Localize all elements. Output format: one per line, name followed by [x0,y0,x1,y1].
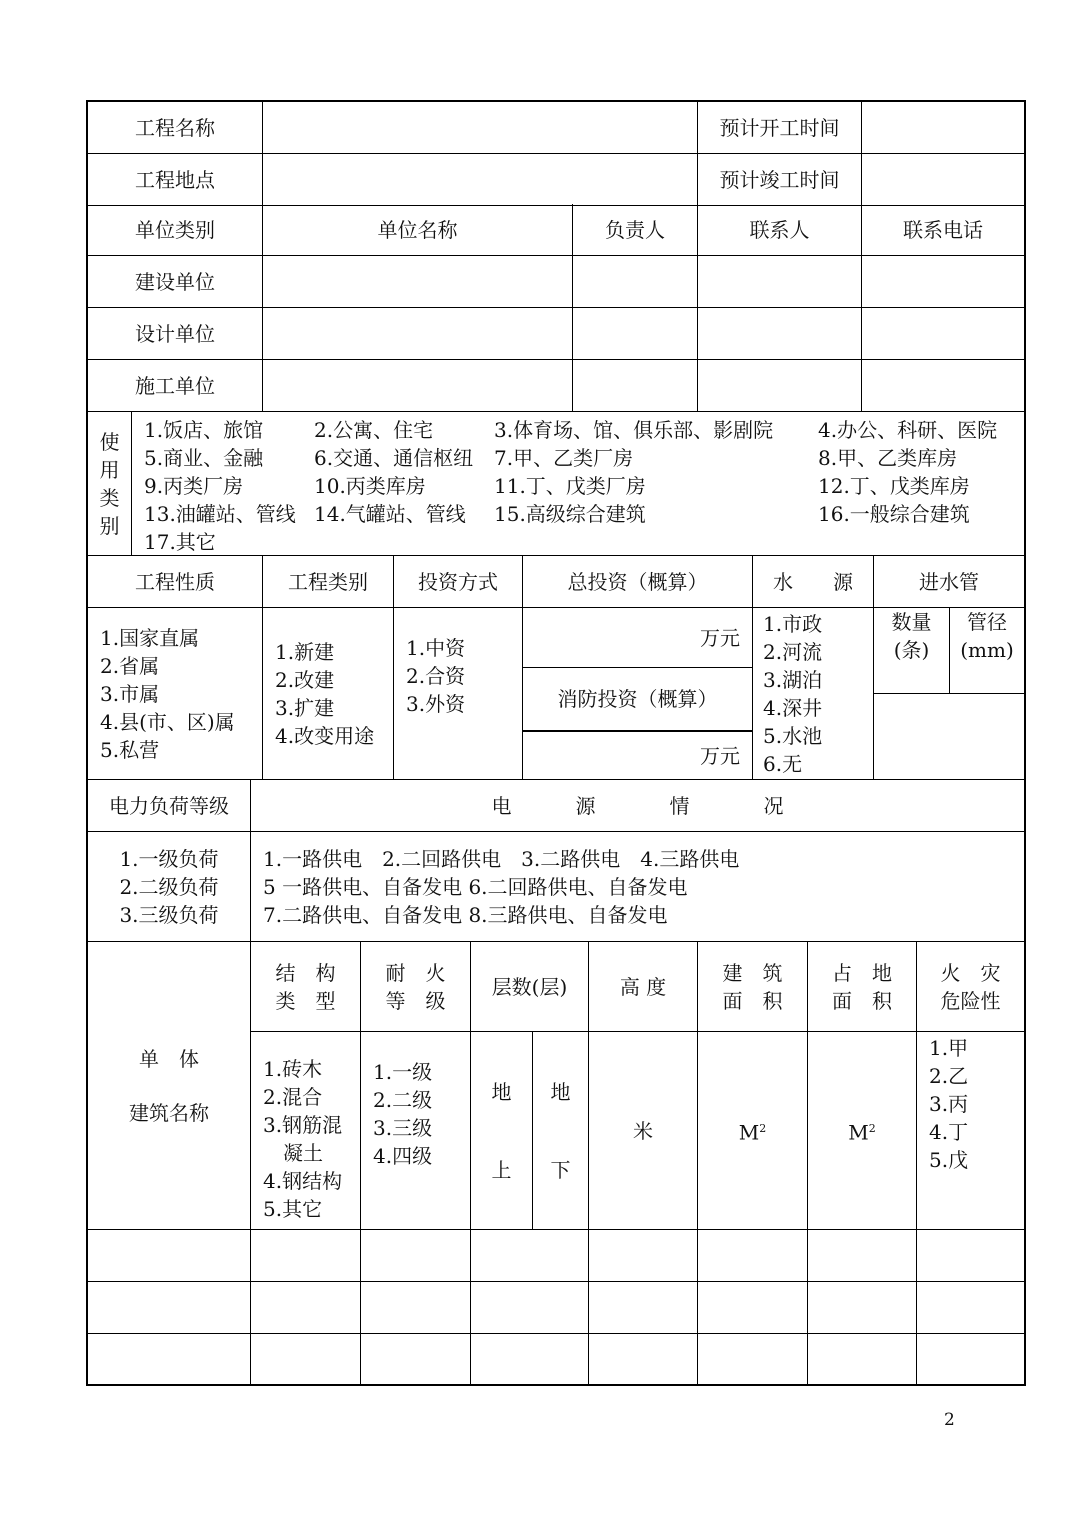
category-options: 1.新建 2.改建 3.扩建 4.改变用途 [263,608,394,780]
hazard-options: 1.甲 2.乙 3.丙 4.丁 5.戊 [917,1032,1024,1230]
pipe-count-header: 数量 (条) [874,608,950,694]
structure-options: 1.砖木 2.混合 3.钢筋混 凝土 4.钢结构 5.其它 [251,1032,361,1230]
use-option[interactable]: 13.油罐站、管线 [144,502,296,526]
cell[interactable] [862,360,1024,412]
unit-category-header: 单位类别 [88,204,263,256]
building-area-unit: $M^2$ [698,1032,808,1230]
registration-form [86,100,1026,1386]
use-option[interactable]: 10.丙类库房 [314,474,426,498]
cell[interactable] [698,308,862,360]
building-row-cell[interactable] [361,1282,471,1334]
cell[interactable] [573,360,698,412]
pipe-field[interactable] [874,694,1024,780]
building-row-cell[interactable] [589,1334,698,1386]
water-source-header: 水 源 [753,556,874,608]
building-row-cell[interactable] [698,1334,808,1386]
use-option[interactable]: 7.甲、乙类厂房 [494,446,634,470]
building-row-cell[interactable] [698,1282,808,1334]
fire-rating-options: 1.一级 2.二级 3.三级 4.四级 [361,1032,471,1230]
use-option[interactable]: 12.丁、戊类库房 [818,474,970,498]
use-option[interactable]: 8.甲、乙类库房 [818,446,958,470]
structure-header: 结 构 类 型 [251,942,361,1032]
building-row-cell[interactable] [589,1282,698,1334]
fire-invest-field[interactable]: 万元 [523,732,753,780]
building-row-cell[interactable] [471,1282,589,1334]
use-category-block [86,412,1026,556]
construction-unit-label: 建设单位 [88,256,263,308]
start-time-field[interactable] [862,102,1024,154]
use-option[interactable]: 3.体育场、馆、俱乐部、影剧院 [494,418,774,442]
building-row-cell[interactable] [917,1230,1024,1282]
cell[interactable] [263,308,573,360]
building-row-cell[interactable] [808,1230,917,1282]
load-level-header: 电力负荷等级 [88,780,251,832]
height-unit: 米 [589,1032,698,1230]
building-row-cell[interactable] [808,1334,917,1386]
building-row-cell[interactable] [251,1230,361,1282]
project-info-block [86,100,1026,204]
below-ground-label: 地 下 [533,1032,589,1230]
investment-block [86,556,1026,780]
project-site-label: 工程地点 [88,154,263,206]
fire-rating-header: 耐 火 等 级 [361,942,471,1032]
floors-header: 层数(层) [471,942,589,1032]
nature-header: 工程性质 [88,556,263,608]
design-unit-label: 设计单位 [88,308,263,360]
use-option[interactable]: 6.交通、通信枢纽 [314,446,474,470]
building-row-cell[interactable] [361,1334,471,1386]
inlet-pipe-header: 进水管 [874,556,1024,608]
person-in-charge-header: 负责人 [573,204,698,256]
category-header: 工程类别 [263,556,394,608]
builder-unit-label: 施工单位 [88,360,263,412]
cell[interactable] [698,256,862,308]
building-row-cell[interactable] [361,1230,471,1282]
building-area-header: 建 筑 面 积 [698,942,808,1032]
building-row-cell[interactable] [917,1334,1024,1386]
footprint-header: 占 地 面 积 [808,942,917,1032]
cell[interactable] [263,360,573,412]
finish-time-field[interactable] [862,154,1024,206]
invest-mode-options: 1.中资 2.合资 3.外资 [394,608,523,780]
above-ground-label: 地 上 [471,1032,533,1230]
building-row-cell[interactable] [471,1230,589,1282]
building-row-cell[interactable] [88,1230,251,1282]
building-block [86,942,1026,1386]
cell[interactable] [698,360,862,412]
cell[interactable] [862,256,1024,308]
project-site-field[interactable] [263,154,698,206]
building-row-cell[interactable] [808,1282,917,1334]
use-option[interactable]: 14.气罐站、管线 [314,502,466,526]
nature-options: 1.国家直属 2.省属 3.市属 4.县(市、区)属 5.私营 [88,608,263,780]
hazard-header: 火 灾 危险性 [917,942,1024,1032]
use-option[interactable]: 15.高级综合建筑 [494,502,646,526]
building-row-cell[interactable] [88,1334,251,1386]
finish-time-label: 预计竣工时间 [698,154,862,206]
load-level-options: 1.一级负荷 2.二级负荷 3.三级负荷 [88,832,251,942]
building-row-cell[interactable] [471,1334,589,1386]
use-option[interactable]: 16.一般综合建筑 [818,502,970,526]
water-source-options: 1.市政 2.河流 3.湖泊 4.深井 5.水池 6.无 [753,608,874,780]
cell[interactable] [862,308,1024,360]
cell[interactable] [263,256,573,308]
project-name-label: 工程名称 [88,102,263,154]
building-row-cell[interactable] [589,1230,698,1282]
power-supply-header: 电 源 情 况 [251,780,1024,832]
cell[interactable] [573,256,698,308]
fire-invest-label: 消防投资（概算） [523,668,753,732]
phone-header: 联系电话 [862,204,1024,256]
total-invest-field[interactable]: 万元 [523,608,753,668]
units-block [86,204,1026,412]
use-option[interactable]: 2.公寓、住宅 [314,418,434,442]
building-name-label: 单 体 建筑名称 [88,942,251,1230]
cell[interactable] [573,308,698,360]
unit-name-header: 单位名称 [263,204,573,256]
use-option[interactable]: 5.商业、金融 [144,446,264,470]
power-block [86,780,1026,942]
use-option[interactable]: 11.丁、戊类厂房 [494,474,646,498]
height-header: 高 度 [589,942,698,1032]
invest-mode-header: 投资方式 [394,556,523,608]
use-option[interactable]: 1.饭店、旅馆 [144,418,264,442]
use-option[interactable]: 4.办公、科研、医院 [818,418,998,442]
pipe-diameter-header: 管径 (mm) [950,608,1024,694]
footprint-unit: $M^2$ [808,1032,917,1230]
use-option[interactable]: 9.丙类厂房 [144,474,244,498]
project-name-field[interactable] [263,102,698,154]
total-invest-header: 总投资（概算） [523,556,753,608]
start-time-label: 预计开工时间 [698,102,862,154]
building-row-cell[interactable] [917,1282,1024,1334]
power-supply-options: 1.一路供电 2.二回路供电 3.二路供电 4.三路供电 5 一路供电、自备发电 6.二回路供电、自备发电 7.二路供电、自备发电 8.三路供电、自备发电 [251,832,1024,942]
building-row-cell[interactable] [251,1334,361,1386]
use-option[interactable]: 17.其它 [144,530,216,554]
contact-header: 联系人 [698,204,862,256]
page-number: 2 [944,1410,955,1430]
building-row-cell[interactable] [698,1230,808,1282]
use-category-label: 使 用 类 别 [88,412,132,556]
building-row-cell[interactable] [251,1282,361,1334]
building-row-cell[interactable] [88,1282,251,1334]
